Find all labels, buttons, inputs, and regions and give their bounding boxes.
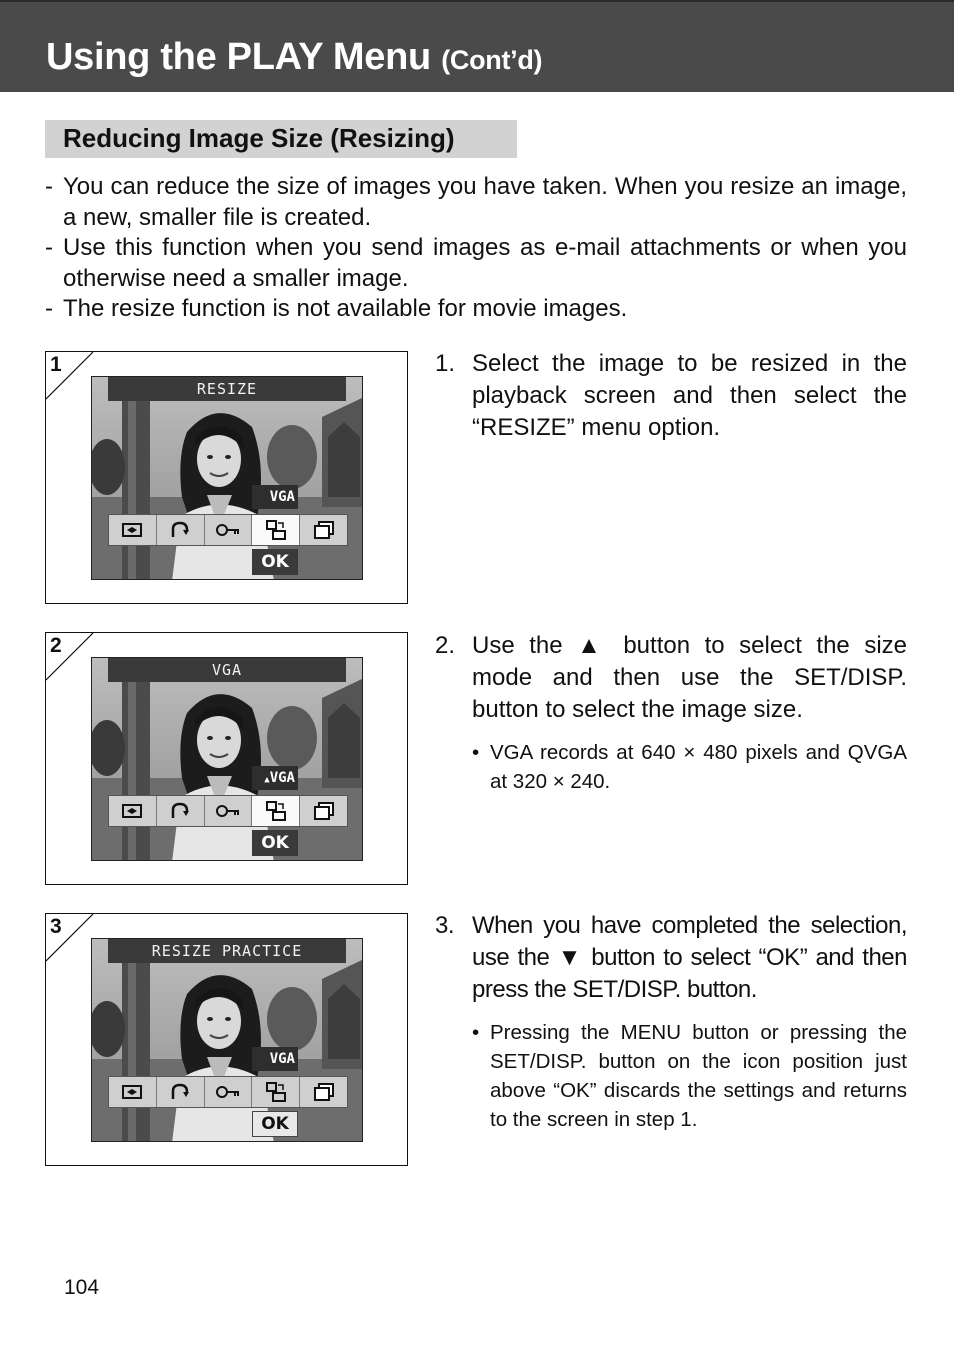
- step-text: [435, 348, 907, 444]
- camera-lcd-screen: [91, 376, 363, 580]
- step-note: • VGA records at 640 × 480 pixels and QVGA at 320 × 240.: [472, 738, 907, 796]
- step-instruction: Use the ▲ button to select the size mode and then use the SET/DISP. button to select the image size.: [472, 632, 907, 723]
- rotate-icon: [109, 796, 157, 826]
- ok-button: OK: [252, 830, 298, 856]
- page-header: [0, 0, 954, 92]
- panel-number: 3: [50, 915, 62, 938]
- resize-icon: [252, 796, 300, 826]
- section-heading-text: Reducing Image Size (Resizing): [63, 123, 455, 153]
- step-number: 1.: [435, 350, 456, 377]
- protect-key-icon: [205, 1077, 253, 1107]
- ok-button: OK: [252, 549, 298, 575]
- intro-item: - Use this function when you send images as e-mail attachments or when you otherwise need a smaller image.: [45, 233, 907, 294]
- panel-number: 2: [50, 634, 62, 657]
- ok-button: OK: [252, 1111, 298, 1137]
- sample-photo: [92, 377, 363, 580]
- step-number: 2.: [435, 632, 456, 659]
- page-number: 104: [64, 1276, 100, 1299]
- copy-icon: [300, 515, 347, 545]
- intro-item: - The resize function is not available for movie images.: [45, 294, 907, 325]
- size-label: [252, 766, 298, 790]
- step-number: 3.: [435, 912, 455, 939]
- step-instruction: When you have completed the selection, use the ▼ button to select “OK” and then press the SET/DISP. button.: [472, 912, 907, 1003]
- copy-icon: [300, 796, 347, 826]
- resize-icon: [252, 515, 300, 545]
- step-note: • Pressing the MENU button or pressing the SET/DISP. button on the icon position just above “OK” discards the settings and returns to the screen in step 1.: [472, 1018, 907, 1134]
- sample-photo: [92, 658, 363, 861]
- rotate-icon: [109, 515, 157, 545]
- voice-memo-icon: [157, 1077, 205, 1107]
- section-heading: [45, 120, 517, 158]
- panel-number: 1: [50, 353, 62, 376]
- voice-memo-icon: [157, 515, 205, 545]
- step-2: [435, 630, 907, 796]
- page-title: [46, 36, 542, 79]
- size-label: VGA: [252, 1047, 298, 1071]
- menu-title-bar: RESIZE: [108, 377, 346, 401]
- step-text: [435, 910, 907, 1006]
- copy-icon: [300, 1077, 347, 1107]
- size-label: VGA: [252, 485, 298, 509]
- protect-key-icon: [205, 796, 253, 826]
- step-instruction: Select the image to be resized in the playback screen and then select the “RESIZE” menu option.: [472, 350, 907, 441]
- menu-icon-bar: [108, 514, 348, 546]
- up-arrow-icon: ▲: [264, 775, 270, 785]
- menu-title-bar: VGA: [108, 658, 346, 682]
- sample-photo: [92, 939, 363, 1142]
- step-1: [435, 348, 907, 444]
- menu-title-bar: RESIZE PRACTICE: [108, 939, 346, 963]
- title-subtitle: (Cont’d): [441, 45, 543, 75]
- step-3: [435, 910, 907, 1134]
- camera-lcd-screen: [91, 657, 363, 861]
- menu-icon-bar: [108, 795, 348, 827]
- camera-lcd-screen: [91, 938, 363, 1142]
- screen-illustration-3: [45, 913, 408, 1166]
- resize-icon: [252, 1077, 300, 1107]
- screen-illustration-1: [45, 351, 408, 604]
- voice-memo-icon: [157, 796, 205, 826]
- menu-icon-bar: [108, 1076, 348, 1108]
- rotate-icon: [109, 1077, 157, 1107]
- intro-item: - You can reduce the size of images you have taken. When you resize an image, a new, smaller file is created.: [45, 172, 907, 233]
- screen-illustration-2: [45, 632, 408, 885]
- intro-list: [45, 172, 907, 325]
- step-text: [435, 630, 907, 726]
- size-label-text: VGA: [269, 770, 295, 786]
- protect-key-icon: [205, 515, 253, 545]
- title-main: Using the PLAY Menu: [46, 36, 431, 78]
